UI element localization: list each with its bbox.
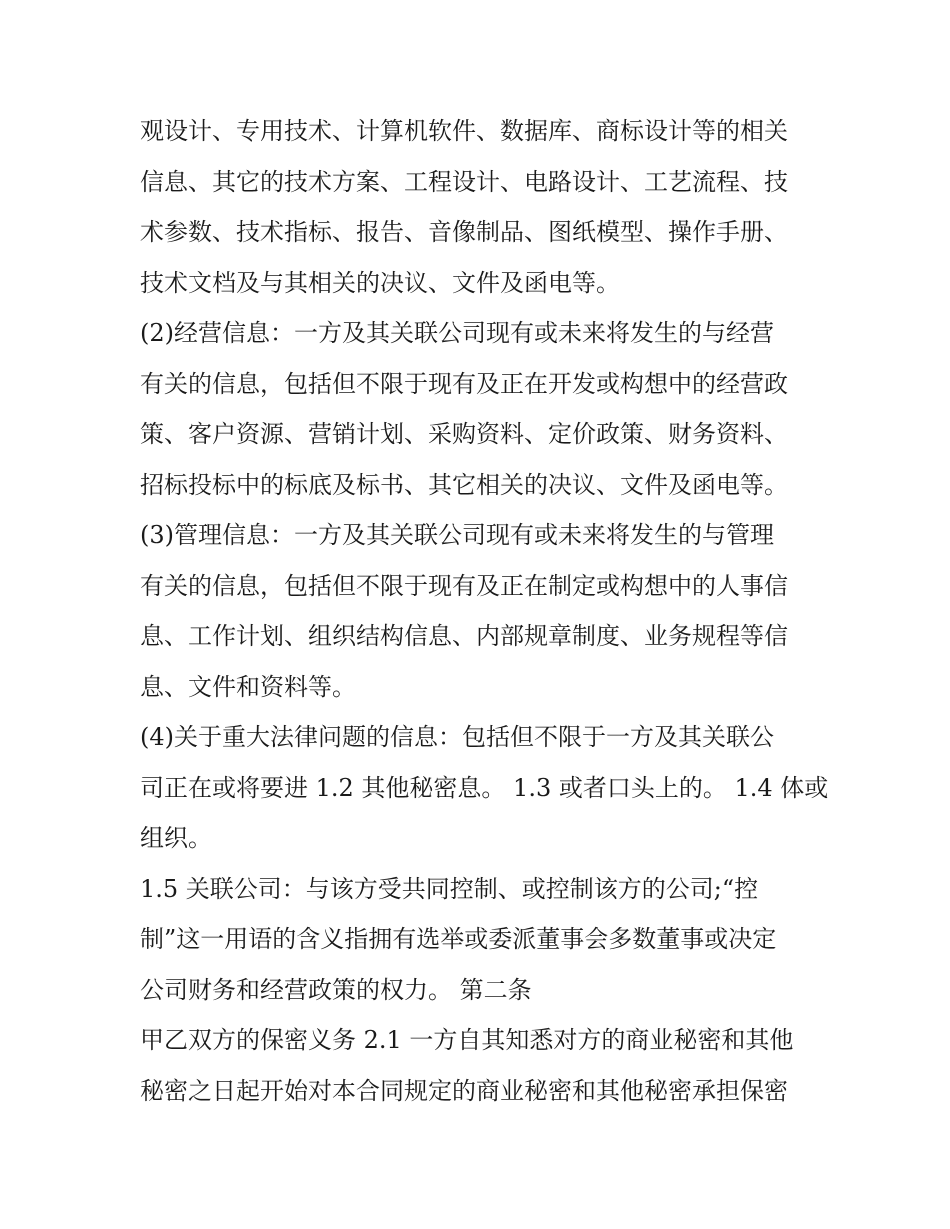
text-line-4: 技术文档及与其相关的决议、文件及函电等。 [140, 268, 620, 297]
text-line-20: 秘密之日起开始对本合同规定的商业秘密和其他秘密承担保密 [140, 1076, 788, 1105]
text-line-10: 有关的信息，包括但不限于现有及正在制定或构想中的人事信 [140, 571, 788, 600]
text-line-7: 策、客户资源、营销计划、采购资料、定价政策、财务资料、 [140, 420, 788, 448]
text-line-19: 甲乙双方的保密义务 2.1 一方自其知悉对方的商业秘密和其他 [140, 1026, 794, 1054]
text-line-9: (3)管理信息：一方及其关联公司现有或未来将发生的与管理 [140, 521, 774, 549]
text-line-17: 制”这一用语的含义指拥有选举或委派董事会多数董事或决定 [140, 925, 777, 953]
text-line-2: 信息、其它的技术方案、工程设计、电路设计、工艺流程、技 [140, 167, 788, 196]
text-line-6: 有关的信息，包括但不限于现有及正在开发或构想中的经营政 [140, 369, 788, 398]
text-line-14: 司正在或将要进 1.2 其他秘密息。 1.3 或者口头上的。 1.4 体或 [140, 773, 829, 802]
document-body [140, 106, 830, 1116]
text-line-3: 术参数、技术指标、报告、音像制品、图纸模型、操作手册、 [140, 218, 788, 246]
text-line-12: 息、文件和资料等。 [140, 672, 356, 701]
text-line-15: 组织。 [140, 824, 212, 852]
text-line-5: (2)经营信息：一方及其关联公司现有或未来将发生的与经营 [140, 319, 774, 347]
text-line-8: 招标投标中的标底及标书、其它相关的决议、文件及函电等。 [140, 470, 788, 499]
text-line-16: 1.5 关联公司：与该方受共同控制、或控制该方的公司;“控 [140, 874, 759, 903]
text-line-18: 公司财务和经营政策的权力。 第二条 [140, 975, 532, 1004]
text-line-1: 观设计、专用技术、计算机软件、数据库、商标设计等的相关 [140, 117, 788, 145]
text-line-13: (4)关于重大法律问题的信息：包括但不限于一方及其关联公 [140, 723, 774, 751]
text-line-11: 息、工作计划、组织结构信息、内部规章制度、业务规程等信 [140, 622, 788, 650]
